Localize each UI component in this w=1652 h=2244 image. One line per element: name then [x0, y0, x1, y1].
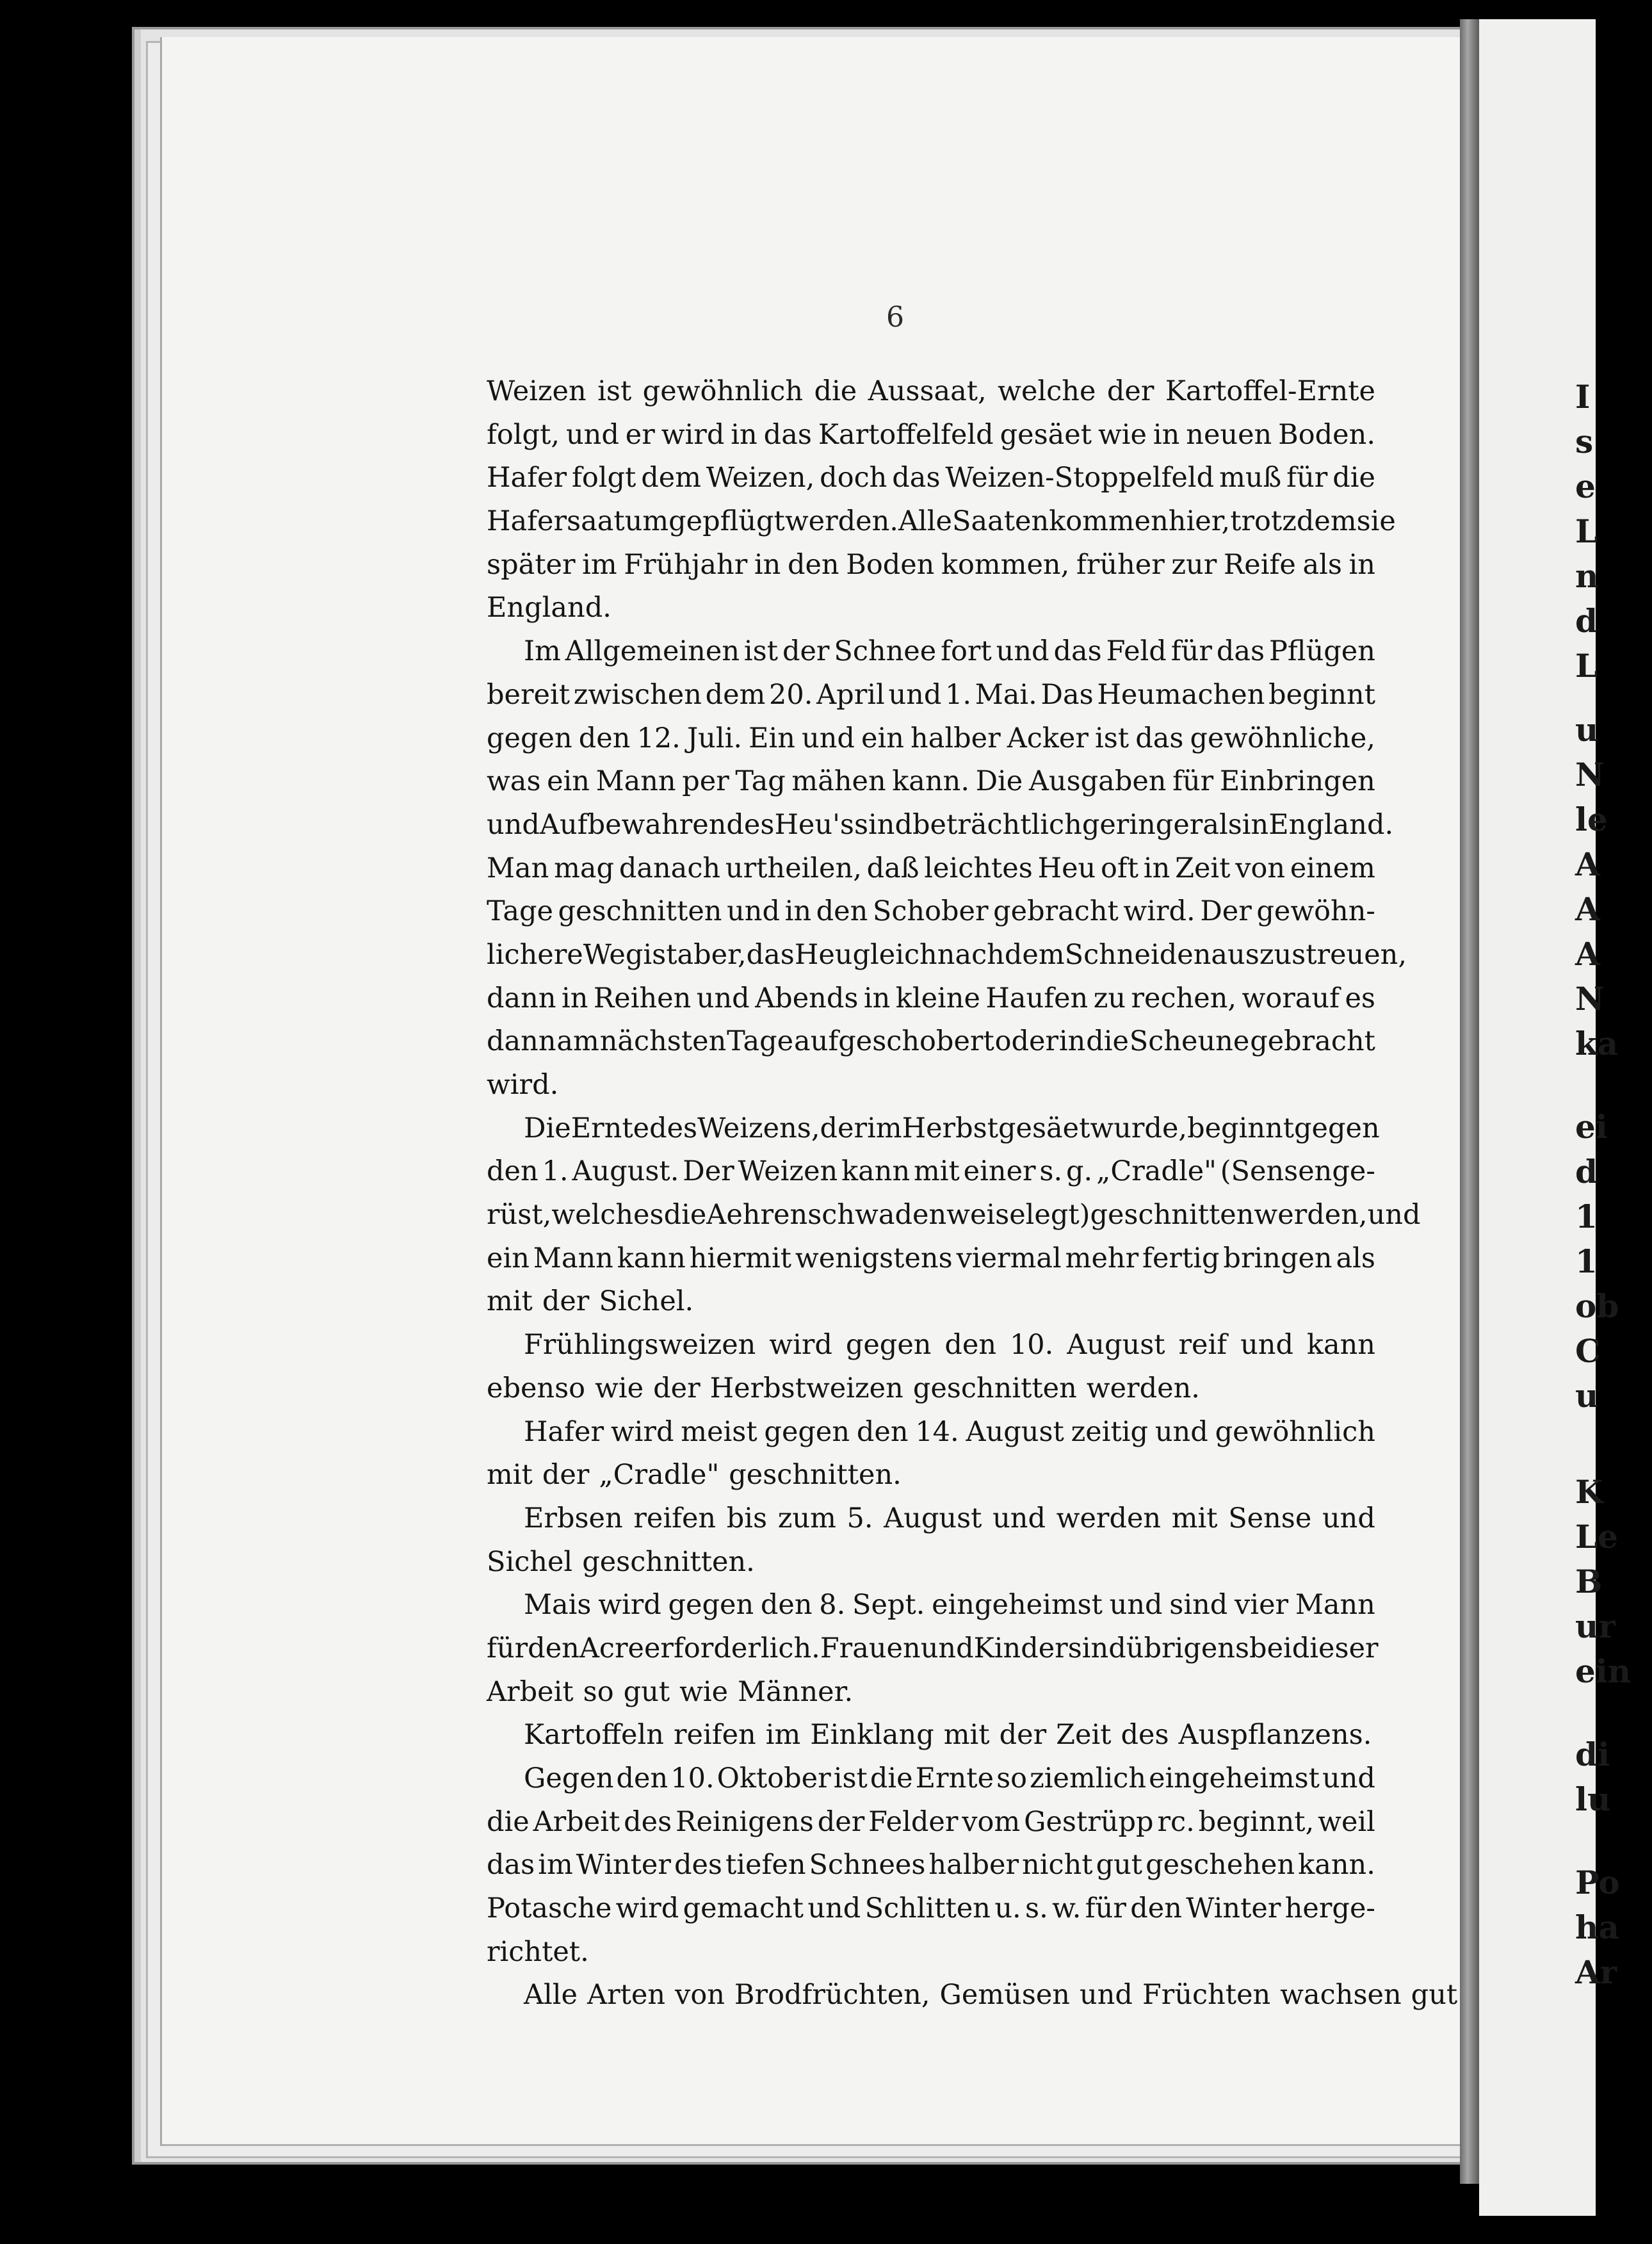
text-line: dann am nächsten Tage aufgeschobert oder in die Scheune gebracht: [487, 1025, 1375, 1058]
facing-fragment: Po: [1575, 1864, 1620, 1901]
text-line: Gegen den 10. Oktober ist die Ernte so ziemlich eingeheimst und: [524, 1762, 1375, 1794]
facing-fragment: d: [1575, 602, 1598, 640]
text-line: rüst, welches die Aehren schwadenweise legt) geschnitten werden, und: [487, 1199, 1421, 1232]
text-line: Potasche wird gemacht und Schlitten u. s. w. für den Winter herge-: [487, 1892, 1375, 1925]
page-number: 6: [886, 301, 904, 334]
facing-fragment: u: [1575, 711, 1599, 749]
text-line: Hafer wird meist gegen den 14. August zeitig und gewöhnlich: [524, 1415, 1375, 1448]
facing-fragment: L: [1575, 512, 1598, 550]
text-line: später im Frühjahr in den Boden kommen, früher zur Reife als in: [487, 548, 1375, 581]
facing-fragment: I: [1575, 378, 1591, 416]
facing-fragment: N: [1575, 980, 1605, 1018]
facing-fragment: ob: [1575, 1287, 1619, 1325]
facing-fragment: s: [1575, 423, 1594, 460]
body-text: [487, 370, 1458, 2017]
text-line: Arbeit so gut wie Männer.: [487, 1675, 854, 1708]
facing-fragment: n: [1575, 557, 1599, 595]
text-line: ein Mann kann hiermit wenigstens viermal mehr fertig bringen als: [487, 1242, 1375, 1274]
text-line: Man mag danach urtheilen, daß leichtes Heu oft in Zeit von einem: [487, 852, 1375, 884]
facing-fragment: ein: [1575, 1652, 1632, 1690]
facing-fragment: A: [1575, 935, 1600, 973]
text-line: Frühlingsweizen wird gegen den 10. August reif und kann: [524, 1329, 1375, 1362]
facing-fragment: L: [1575, 647, 1598, 685]
text-line: Erbsen reifen bis zum 5. August und werden mit Sense und: [524, 1502, 1375, 1534]
facing-fragment: B: [1575, 1563, 1603, 1600]
text-line: ebenso wie der Herbstweizen geschnitten werden.: [487, 1372, 1200, 1404]
text-line: Kartoffeln reifen im Einklang mit der Zeit des Auspflanzens.: [524, 1719, 1372, 1752]
text-line: wird.: [487, 1069, 559, 1101]
text-line: Die Ernte des Weizens, der im Herbst gesäet wurde, beginnt gegen: [524, 1112, 1380, 1144]
facing-fragment: Ar: [1575, 1953, 1617, 1991]
text-line: mit der Sichel.: [487, 1285, 694, 1318]
facing-fragment: ur: [1575, 1607, 1616, 1645]
text-line: gegen den 12. Juli. Ein und ein halber Acker ist das gewöhnliche,: [487, 722, 1375, 754]
facing-fragment: Le: [1575, 1518, 1618, 1556]
facing-fragment: lu: [1575, 1780, 1611, 1818]
text-line: richtet.: [487, 1935, 589, 1968]
text-line: Mais wird gegen den 8. Sept. eingeheimst und sind vier Mann: [524, 1589, 1375, 1622]
facing-fragment: 1: [1575, 1198, 1598, 1235]
facing-fragment: N: [1575, 756, 1605, 793]
facing-fragment: e: [1575, 468, 1596, 505]
text-line: den 1. August. Der Weizen kann mit einer s. g. „Cradle" (Sensenge-: [487, 1155, 1375, 1188]
text-line: für den Acre erforderlich. Frauen und Kinder sind übrigens bei dieser: [487, 1632, 1379, 1664]
text-line: Im Allgemeinen ist der Schnee fort und das Feld für das Pflügen: [524, 635, 1375, 668]
text-line: dann in Reihen und Abends in kleine Haufen zu rechen, worauf es: [487, 982, 1375, 1014]
text-line: lichere Weg ist aber, das Heu gleich nach dem Schneiden auszustreuen,: [487, 938, 1407, 971]
facing-fragment: ei: [1575, 1108, 1608, 1146]
facing-fragment: d: [1575, 1153, 1598, 1191]
facing-fragment: K: [1575, 1473, 1603, 1511]
book-gutter: [1460, 19, 1479, 2184]
text-line: England.: [487, 592, 611, 624]
facing-fragment: C: [1575, 1332, 1601, 1370]
text-line: bereit zwischen dem 20. April und 1. Mai. Das Heumachen beginnt: [487, 678, 1375, 711]
text-line: das im Winter des tiefen Schnees halber nicht gut geschehen kann.: [487, 1849, 1375, 1882]
facing-fragment: ha: [1575, 1908, 1619, 1946]
text-line: mit der „Cradle" geschnitten.: [487, 1459, 902, 1492]
text-line: was ein Mann per Tag mähen kann. Die Ausgaben für Einbringen: [487, 765, 1375, 798]
facing-fragment: 1: [1575, 1242, 1598, 1280]
text-line: Sichel geschnitten.: [487, 1545, 755, 1578]
facing-fragment: ka: [1575, 1025, 1619, 1062]
text-line: Weizen ist gewöhnlich die Aussaat, welche der Kartoffel-Ernte: [487, 375, 1375, 407]
facing-fragment: di: [1575, 1736, 1610, 1773]
text-line: Tage geschnitten und in den Schober gebracht wird. Der gewöhn-: [487, 895, 1375, 928]
facing-page: [1479, 19, 1632, 2216]
text-line: Alle Arten von Brodfrüchten, Gemüsen und Früchten wachsen gut: [524, 1979, 1458, 2012]
text-line: Hafer folgt dem Weizen, doch das Weizen-Stoppelfeld muß für die: [487, 462, 1375, 494]
text-line: folgt, und er wird in das Kartoffelfeld gesäet wie in neuen Boden.: [487, 418, 1375, 451]
text-line: Hafersaat umgepflügt werden. Alle Saaten kommen hier, trotzdem sie: [487, 505, 1396, 538]
text-line: und Aufbewahren des Heu's sind beträchtlich geringer als in England.: [487, 808, 1394, 841]
facing-fragment: A: [1575, 845, 1600, 883]
facing-fragment: A: [1575, 890, 1600, 928]
facing-fragment: u: [1575, 1377, 1599, 1415]
facing-fragment: le: [1575, 801, 1608, 838]
text-line: die Arbeit des Reinigens der Felder vom Gestrüpp rc. beginnt, weil: [487, 1805, 1375, 1838]
